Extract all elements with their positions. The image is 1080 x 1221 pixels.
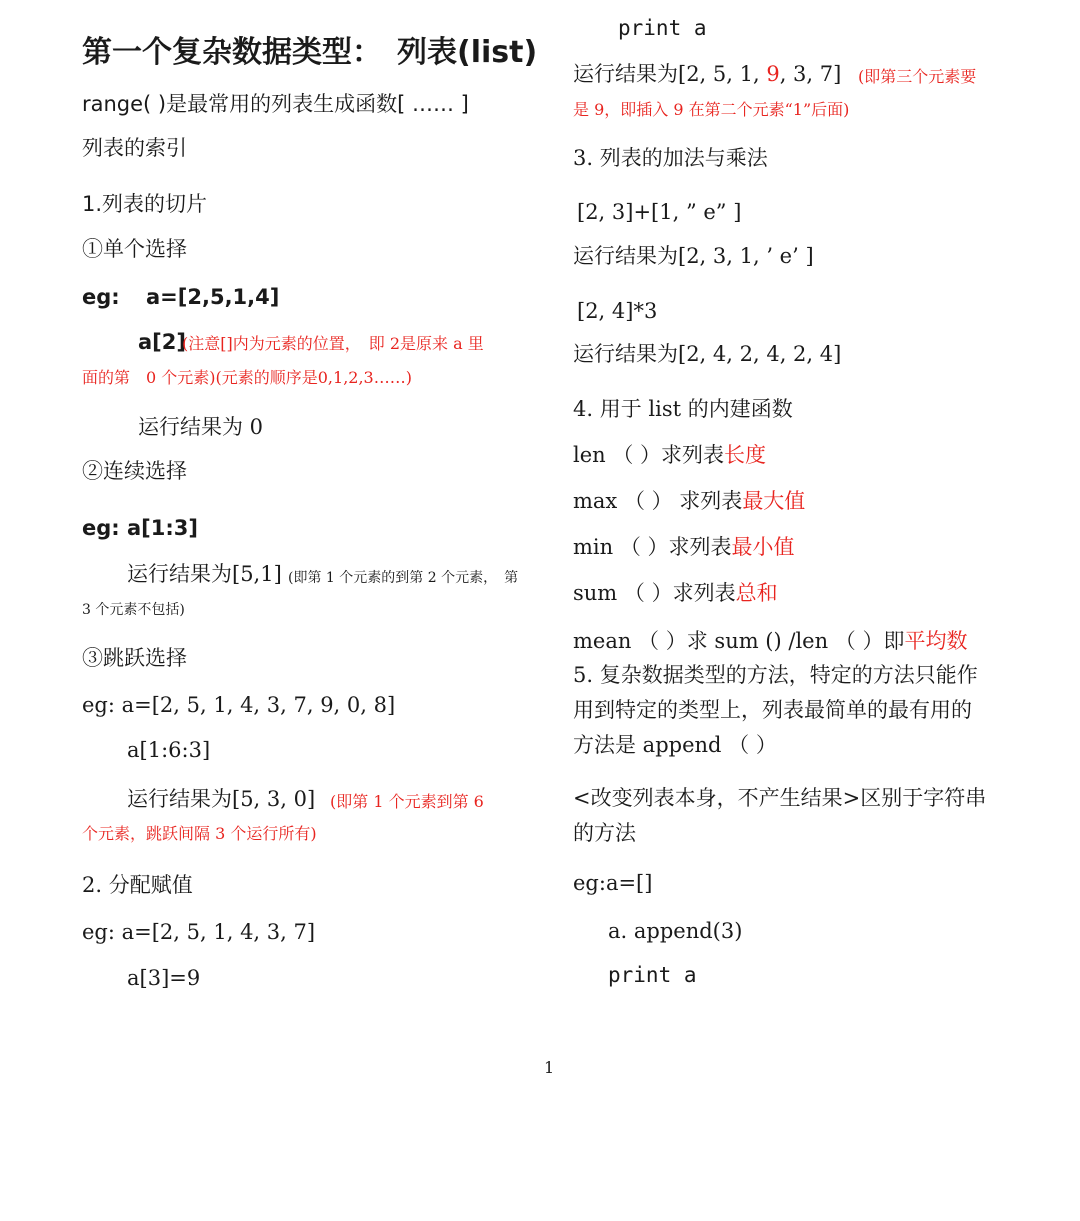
slice-heading: 1.列表的切片 <box>82 192 208 216</box>
mean-desc: 平均数 <box>904 629 968 653</box>
add-expression: [2, 3]+[1, ” e” ] <box>577 200 742 224</box>
mean-code: mean （ ）求 sum () /len （ ）即 <box>573 629 905 653</box>
sum-line <box>573 579 778 607</box>
mean-line <box>573 627 967 655</box>
mul-expression: [2, 4]*3 <box>577 299 658 323</box>
max-code: max （ ） 求列表 <box>573 489 743 513</box>
sum-code: sum （ ）求列表 <box>573 581 736 605</box>
result2-note-a: (即第 1 个元素的到第 2 个元素， 第 <box>288 570 519 586</box>
addmul-heading: 3. 列表的加法与乘法 <box>573 146 768 170</box>
result-assign-nine: 9 <box>766 62 780 86</box>
eg2: eg: a[1:3] <box>82 516 198 540</box>
assign-heading: 2. 分配赋值 <box>82 873 193 897</box>
result1: 运行结果为 0 <box>138 415 264 439</box>
methods-line-b: 用到特定的类型上，列表最简单的最有用的 <box>573 698 972 722</box>
result-assign-note-a: (即第三个元素要 <box>858 67 977 86</box>
eg1-code: a=[2,5,1,4] <box>146 285 280 309</box>
note1-line-a: (注意[]内为元素的位置， 即 2是原来 a 里 <box>182 334 484 353</box>
max-desc: 最大值 <box>742 489 806 513</box>
mul-result: 运行结果为[2, 4, 2, 4, 2, 4] <box>573 342 842 366</box>
add-result: 运行结果为[2, 3, 1, ’ e’ ] <box>573 244 814 268</box>
result-assign-main: 运行结果为[2, 5, 1, <box>573 62 767 86</box>
len-line <box>573 441 766 469</box>
result3-note-a: (即第 1 个元素到第 6 <box>330 792 484 811</box>
result2-note-b: 3 个元素不包括) <box>82 602 185 618</box>
result3-main: 运行结果为[5, 3, 0] <box>127 787 316 811</box>
print-top: print a <box>618 16 707 40</box>
index-heading: 列表的索引 <box>82 136 187 160</box>
change-line-a: <改变列表本身，不产生结果>区别于字符串 <box>573 786 987 810</box>
eg4: eg: a=[2, 5, 1, 4, 3, 7] <box>82 920 316 944</box>
note1-line-b: 面的第 0 个元素)(元素的顺序是0,1,2,3……) <box>82 368 412 387</box>
sum-desc: 总和 <box>735 581 778 605</box>
result-assign-note-b: 是 9，即插入 9 在第二个元素“1”后面) <box>573 100 850 119</box>
max-line <box>573 487 805 515</box>
min-desc: 最小值 <box>731 535 795 559</box>
page-title: 第一个复杂数据类型： 列表(list) <box>82 35 538 70</box>
min-code: min （ ）求列表 <box>573 535 732 559</box>
methods-line-a: 5. 复杂数据类型的方法，特定的方法只能作 <box>573 663 978 687</box>
len-desc: 长度 <box>724 443 767 467</box>
methods-line-c: 方法是 append （ ） <box>573 733 777 757</box>
eg3-slice: a[1:6:3] <box>127 738 211 762</box>
result-assign <box>573 60 841 88</box>
eg5: eg:a=[] <box>573 871 653 895</box>
len-code: len （ ）求列表 <box>573 443 725 467</box>
eg3: eg: a=[2, 5, 1, 4, 3, 7, 9, 0, 8] <box>82 693 396 717</box>
builtin-heading: 4. 用于 list 的内建函数 <box>573 397 793 421</box>
min-line <box>573 533 795 561</box>
change-line-b: 的方法 <box>573 821 636 845</box>
result3-note-b: 个元素，跳跃间隔 3 个运行所有) <box>82 824 317 843</box>
single-select-heading: ①单个选择 <box>82 237 187 261</box>
range-line: range( )是最常用的列表生成函数[ …… ] <box>82 92 469 116</box>
eg4-assign: a[3]=9 <box>127 966 201 990</box>
page-number: 1 <box>544 1058 555 1077</box>
print-bottom: print a <box>608 963 697 987</box>
jump-select-heading: ③跳跃选择 <box>82 646 187 670</box>
result2-main: 运行结果为[5,1] <box>127 562 282 586</box>
continuous-select-heading: ②连续选择 <box>82 459 187 483</box>
a2-code: a[2] <box>138 330 186 354</box>
result-assign-end: , 3, 7] <box>779 62 842 86</box>
append-code: a. append(3) <box>608 919 743 943</box>
eg1-label: eg: <box>82 285 120 309</box>
